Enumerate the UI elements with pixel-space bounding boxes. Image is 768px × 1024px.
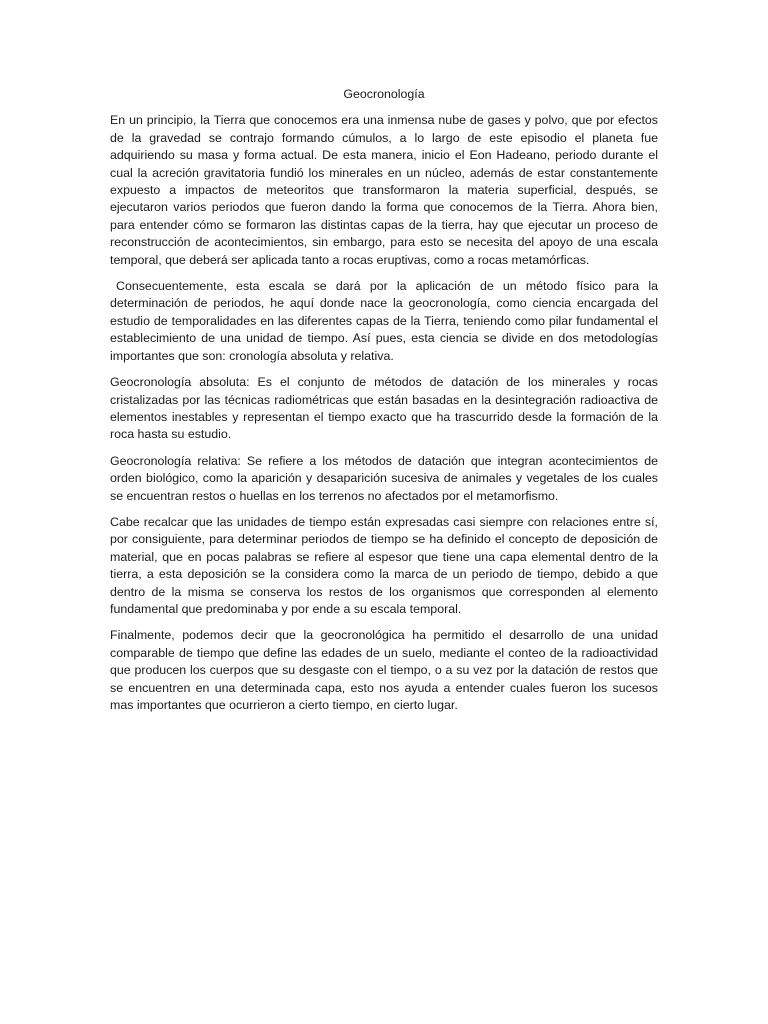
paragraph-relativa: Geocronología relativa: Se refiere a los métodos de datación que integran acontecimientos de orden biológico, como la aparición y desaparición sucesiva de animales y vegetales de los cuales se encuentran restos o huellas en los terrenos no afectados por el metamorfismo. xyxy=(110,453,658,503)
paragraph-conclusion: Finalmente, podemos decir que la geocronológica ha permitido el desarrollo de una unidad comparable de tiempo que define las edades de un suelo, mediante el conteo de la radioactividad que producen los cuerpos que su desgaste con el tiempo, o a su vez por la datación de restos que se encuentren en una determinada capa, esto nos ayuda a entender cuales fueron los sucesos mas importantes que ocurrieron a cierto tiempo, en cierto lugar. xyxy=(110,628,658,712)
document-title: Geocronología xyxy=(343,87,425,101)
document-page xyxy=(110,86,658,723)
paragraph-intro: En un principio, la Tierra que conocemos era una inmensa nube de gases y polvo, que por efectos de la gravedad se contrajo formando cúmulos, a lo largo de este episodio el planeta fue adquiriendo su masa y forma actual. De esta manera, inicio el Eon Hadeano, periodo durante el cual la acreción gravitatoria fundió los minerales en un núcleo, además de estar constantemente expuesto a impactos de meteoritos que transformaron la materia superficial, después, se ejecutaron varios periodos que fueron dando la forma que conocemos de la Tierra. Ahora bien, para entender cómo se formaron las distintas capas de la tierra, hay que ejecutar un proceso de reconstrucción de acontecimientos, sin embargo, para esto se necesita del apoyo de una escala temporal, que deberá ser aplicada tanto a rocas eruptivas, como a rocas metamórficas. xyxy=(110,113,658,267)
paragraph-absoluta: Geocronología absoluta: Es el conjunto de métodos de datación de los minerales y rocas cristalizadas por las técnicas radiométricas que están basadas en la desintegración radioactiva de elementos inestables y representan el tiempo exacto que ha trascurrido desde la formación de la roca hasta su estudio. xyxy=(110,375,658,442)
paragraph-unidades-tiempo: Cabe recalcar que las unidades de tiempo están expresadas casi siempre con relaciones entre sí, por consiguiente, para determinar periodos de tiempo se ha definido el concepto de deposición de material, que en pocas palabras se refiere al espesor que tiene una capa elemental dentro de la tierra, a esta deposición se la considera como la marca de un periodo de tiempo, debido a que dentro de la misma se conserva los restos de los organismos que corresponden al elemento fundamental que predominaba y por ende a su escala temporal. xyxy=(110,514,658,616)
paragraph-geocronologia: Consecuentemente, esta escala se dará por la aplicación de un método físico para la determinación de periodos, he aquí donde nace la geocronología, como ciencia encargada del estudio de temporalidades en las diferentes capas de la Tierra, teniendo como pilar fundamental el establecimiento de una unidad de tiempo. Así pues, esta ciencia se divide en dos metodologías importantes que son: cronología absoluta y relativa. xyxy=(110,279,658,363)
